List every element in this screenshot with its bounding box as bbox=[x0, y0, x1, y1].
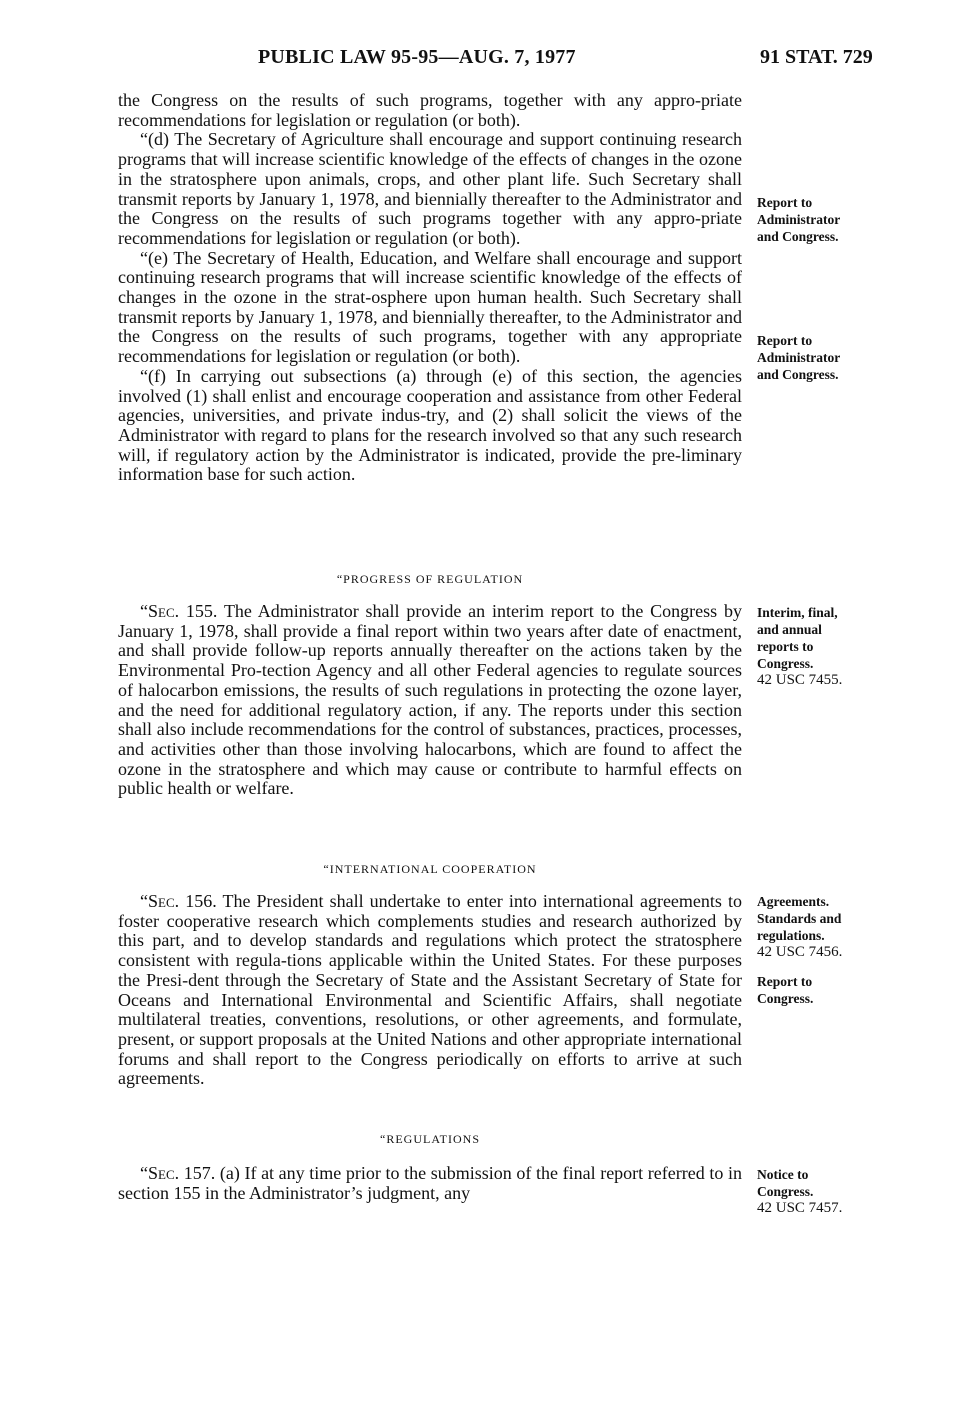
section-157 bbox=[118, 1164, 742, 1203]
section-157-text: (a) If at any time prior to the submission of the final report referred to in section 155 in the Administrator’s judgment, any bbox=[118, 1163, 742, 1203]
section-156-label: “Sec. 156. bbox=[140, 891, 217, 911]
section-155 bbox=[118, 602, 742, 799]
section-156-block bbox=[118, 892, 742, 1089]
heading-international-cooperation: “INTERNATIONAL COOPERATION bbox=[323, 862, 537, 876]
margin-note-line: Report to bbox=[757, 333, 813, 348]
margin-note-line: and Congress. bbox=[757, 229, 839, 244]
margin-note-agreements-156 bbox=[757, 893, 917, 961]
margin-note-line: and Congress. bbox=[757, 367, 839, 382]
heading-regulations-block bbox=[118, 1131, 742, 1147]
margin-note-citation: 42 USC 7455. bbox=[757, 672, 843, 688]
margin-note-citation: 42 USC 7457. bbox=[757, 1200, 843, 1216]
margin-note-line: Interim, final, bbox=[757, 605, 838, 620]
margin-note-line: Administrator bbox=[757, 212, 841, 227]
margin-note-line: Report to bbox=[757, 974, 813, 989]
header-title: PUBLIC LAW 95-95—AUG. 7, 1977 bbox=[258, 46, 576, 68]
section-155-label: “Sec. 155. bbox=[140, 601, 218, 621]
paragraph-subsection-d: “(d) The Secretary of Agriculture shall encourage and support continuing research programs that will increase scientific knowledge of the effects of changes in the ozone in the stratosphere upon animals, crops, and other plant life. Such Secretary shall transmit reports by January 1, 1978, and biennially thereafter to the Administrator and the Congress on the results of such programs together with any appro-priate recommendations for legislation or regulation (or both). bbox=[118, 129, 742, 248]
margin-note-report-congress bbox=[757, 973, 917, 1007]
margin-note-report-2 bbox=[757, 332, 917, 383]
paragraph-subsection-e: “(e) The Secretary of Health, Education, and Welfare shall encourage and support continuing research programs that will increase scientific knowledge of the effects of changes in the ozone in the strat-osphere upon human health. Such Secretary shall transmit reports by January 1, 1978, and biennially thereafter, to the Administrator and the Congress on the results of such programs, together with any appropriate recommendations for legislation or regulation (or both). bbox=[118, 247, 742, 367]
margin-note-line: Congress. bbox=[757, 991, 814, 1006]
section-157-block bbox=[118, 1164, 742, 1203]
margin-note-line: Congress. bbox=[757, 656, 814, 671]
section-155-block bbox=[118, 602, 742, 799]
heading-progress-of-regulation: “PROGRESS OF REGULATION bbox=[336, 572, 524, 586]
header-stat-page: 91 STAT. 729 bbox=[760, 46, 873, 68]
heading-international-block bbox=[118, 861, 742, 877]
margin-note-line: regulations. bbox=[757, 928, 825, 943]
heading-regulations: “REGULATIONS bbox=[380, 1132, 480, 1146]
section-157-label: “Sec. 157. bbox=[140, 1163, 216, 1183]
paragraph-subsection-f: “(f) In carrying out subsections (a) through (e) of this section, the agencies involved (1) shall enlist and encourage cooperation and assistance from other Federal agencies, universities, and private indus-try, and (2) shall solicit the views of the Administrator with regard to plans for the research involved so that any such research will, if regulatory action by the Administrator is indicated, provide the pre-liminary information base for such action. bbox=[118, 365, 742, 485]
margin-note-line: and annual bbox=[757, 622, 822, 637]
margin-note-notice-157 bbox=[757, 1166, 917, 1217]
margin-note-line: Standards and bbox=[757, 911, 842, 926]
heading-progress-block bbox=[118, 571, 742, 587]
margin-note-line: Congress. bbox=[757, 1184, 814, 1199]
margin-note-line: reports to bbox=[757, 639, 814, 654]
section-156 bbox=[118, 892, 742, 1089]
paragraph-continuation: the Congress on the results of such programs, together with any appro-priate recommendations for legislation or regulation (or both). bbox=[118, 90, 742, 130]
section-155-text: The Administrator shall provide an interim report to the Congress by January 1, 1978, shall provide a final report within two years after date of enactment, and shall provide follow-up reports annually thereafter on the actions taken by the Environmental Pro-tection Agency and all other Federal agencies to regulate sources of halocarbon emissions, the results of such regulations in protecting the ozone layer, and the need for additional regulatory action, if any. The reports under this section shall also include recommendations for the control of substances, practices, processes, and activities other than those involving halocarbons, which are found to affect the ozone in the stratosphere and which may cause or contribute to harmful effects on public health or welfare. bbox=[118, 601, 742, 799]
margin-note-line: Agreements. bbox=[757, 894, 830, 909]
running-header bbox=[0, 46, 953, 72]
body-text-block-1 bbox=[118, 91, 742, 485]
margin-note-line: Report to bbox=[757, 195, 813, 210]
section-156-text: The President shall undertake to enter into international agreements to foster cooperative research which complements studies and research authorized by this part, and to develop standards and regulations which protect the stratosphere consistent with regula-tions applicable within the United States. For these purposes the Presi-dent through the Secretary of State and the Assistant Secretary of State for Oceans and International Environmental and Scientific Affairs, shall negotiate multilateral treaties, conventions, resolutions, or other agreements, and formulate, present, or support proposals at the United Nations and other appropriate international forums and shall report to the Congress periodically on efforts to arrive at such agreements. bbox=[118, 891, 742, 1089]
margin-note-report-1 bbox=[757, 194, 917, 245]
margin-note-citation: 42 USC 7456. bbox=[757, 944, 843, 960]
margin-note-reports-155 bbox=[757, 604, 917, 689]
margin-note-line: Notice to bbox=[757, 1167, 809, 1182]
margin-note-line: Administrator bbox=[757, 350, 841, 365]
